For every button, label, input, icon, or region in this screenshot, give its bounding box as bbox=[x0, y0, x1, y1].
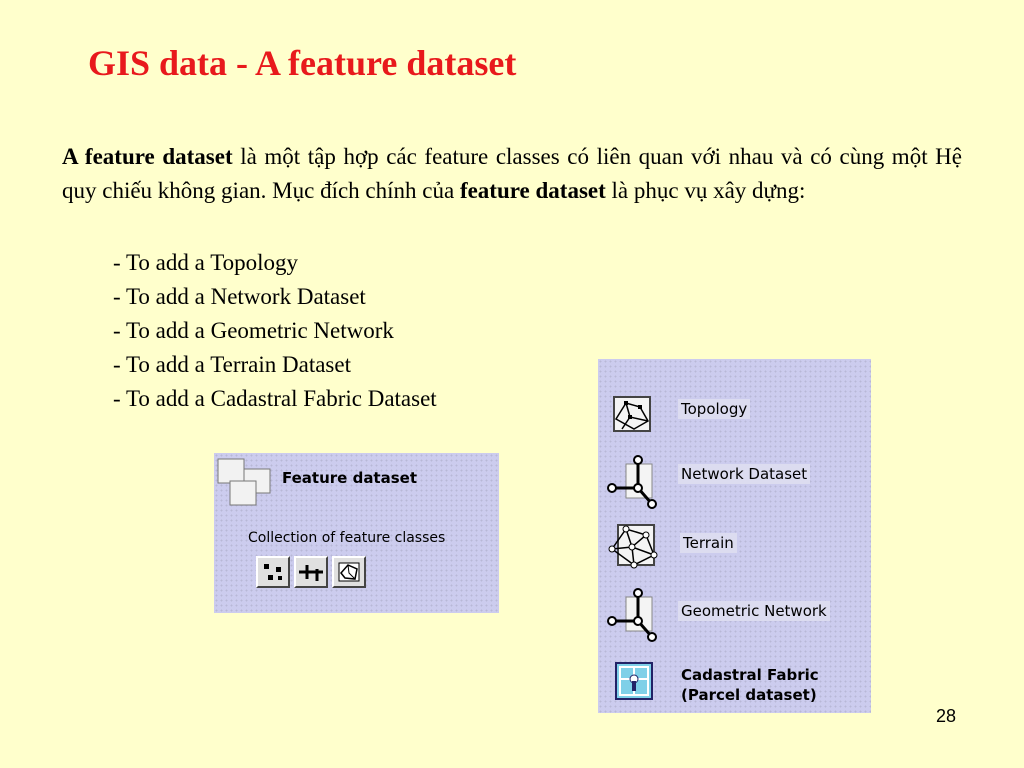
line-class-icon bbox=[294, 556, 328, 588]
feature-dataset-label: Feature dataset bbox=[282, 469, 417, 487]
geometric-network-label: Geometric Network bbox=[678, 601, 830, 621]
feature-dataset-icon bbox=[216, 457, 274, 509]
network-dataset-label: Network Dataset bbox=[678, 464, 810, 484]
geometric-network-icon bbox=[604, 587, 660, 643]
network-dataset-icon bbox=[604, 454, 660, 510]
intro-text-part-2: là phục vụ xây dựng: bbox=[605, 178, 806, 203]
polygon-class-icon bbox=[332, 556, 366, 588]
geometric-network-row bbox=[598, 587, 871, 647]
dataset-types-panel bbox=[598, 359, 871, 713]
point-class-icon bbox=[256, 556, 290, 588]
feature-dataset-panel bbox=[214, 453, 499, 613]
purpose-item: - To add a Cadastral Fabric Dataset bbox=[113, 386, 437, 411]
terrain-icon bbox=[604, 519, 660, 575]
cadastral-fabric-row bbox=[598, 659, 871, 719]
page-number: 28 bbox=[936, 706, 957, 726]
cadastral-fabric-label bbox=[678, 664, 822, 706]
topology-label: Topology bbox=[678, 399, 750, 419]
purpose-item: - To add a Terrain Dataset bbox=[113, 352, 351, 377]
cadastral-fabric-icon bbox=[604, 659, 660, 715]
intro-bold-term: A feature dataset bbox=[62, 144, 233, 169]
slide-title: GIS data - A feature dataset bbox=[88, 43, 517, 83]
purpose-item: - To add a Network Dataset bbox=[113, 284, 366, 309]
purpose-item: - To add a Topology bbox=[113, 250, 299, 275]
network-dataset-row bbox=[598, 454, 871, 514]
intro-paragraph bbox=[62, 140, 962, 208]
purpose-list bbox=[113, 246, 437, 416]
cadastral-fabric-label-line-1: Cadastral Fabric bbox=[681, 666, 819, 684]
terrain-label: Terrain bbox=[680, 533, 737, 553]
purpose-item: - To add a Geometric Network bbox=[113, 318, 394, 343]
topology-icon bbox=[604, 389, 660, 445]
feature-class-icons bbox=[256, 556, 366, 588]
terrain-row bbox=[598, 519, 871, 579]
intro-bold-term-2: feature dataset bbox=[459, 178, 606, 203]
cadastral-fabric-label-line-2: (Parcel dataset) bbox=[681, 686, 817, 704]
topology-row bbox=[598, 389, 871, 449]
intro-text-part-1: là một tập hợp các feature classes có liên quan với nhau và có cùng một Hệ quy chiếu không gian. Mục đích chính của bbox=[62, 144, 962, 203]
collection-label: Collection of feature classes bbox=[248, 530, 446, 546]
